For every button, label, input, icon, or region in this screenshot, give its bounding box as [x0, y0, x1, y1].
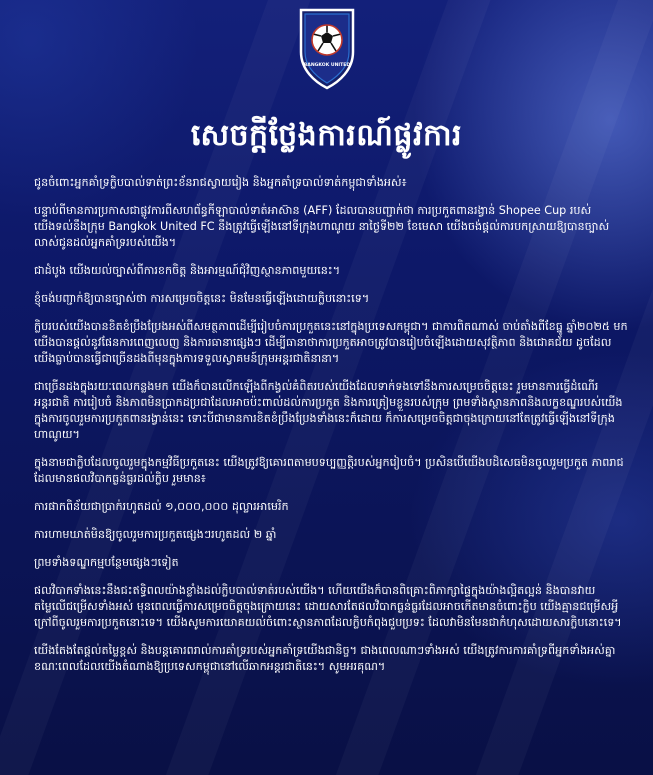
statement-paragraph: ជូនចំពោះអ្នកគាំទ្រក្លិបបាល់ទាត់ព្រះខ័នរាជស្វាយរៀង និងអ្នកគាំទ្របាល់ទាត់កម្ពុជាទាំងអស់៖ [34, 176, 407, 189]
statement-paragraph: បន្ទាប់ពីមានការប្រកាសជាផ្លូវការពីសហព័ន្ធកីឡាបាល់ទាត់អាស៊ាន (AFF) ដែលបានបញ្ជាក់ថា ការប្រកួតពានរង្វាន់ Shopee Cup របស់យើងទល់នឹងក្រុម Bangkok United FC នឹងត្រូវធ្វើឡើងនៅទីក្រុងហាណូយ នាថ្ងៃទី២២ ខែមេសា យើងចង់ផ្តល់ការបកស្រាយឱ្យបានច្បាស់លាស់ជូនដល់អ្នកគាំទ្ររបស់យើង។ [34, 204, 610, 249]
statement-paragraph: ជាដំបូង យើងយល់ច្បាស់ពីការខកចិត្ត និងអារម្មណ៍ជុំវិញស្ថានភាពមួយនេះ។ [34, 264, 341, 277]
statement-paragraph: ក្លិបរបស់យើងបានខិតខំប្រឹងប្រែងអស់ពីសមត្ថភាពដើម្បីរៀបចំការប្រកួតនេះនៅក្នុងប្រទេសកម្ពុជា។ ជាការពិតណាស់ ចាប់តាំងពីខែធ្នូ ឆ្នាំ២០២៥ មក យើងបានផ្តល់នូវផែនការពេញលេញ និងការធានាផ្សេងៗ ដើម្បីធានាថាការប្រកួតអាចត្រូវបានរៀបចំឡើងដោយសុវត្ថិភាព និងជោគជ័យ ដូចដែលយើងធ្លាប់បានធ្វើជាច្រើនដងពីមុនក្នុងការទទួលស្វាគមន៍ក្រុមអន្តរជាតិនានា។ [34, 320, 628, 365]
statement-paragraph: ផលវិបាកទាំងនេះនឹងជះឥទ្ធិពលយ៉ាងខ្លាំងដល់ក្លិបបាល់ទាត់របស់យើង។ ហើយយើងក៏បានពិគ្រោះពិភាក្សាផ្ទៃក្នុងយ៉ាងល្អិតល្អន់ និងបានវាយតម្លៃលើជម្រើសទាំងអស់ មុនពេលធ្វើការសម្រេចចិត្តចុងក្រោយនេះ ដោយសារតែផលវិបាកធ្ងន់ធ្ងរដែលអាចកើតមានចំពោះក្លិប យើងគ្មានជម្រើសអ្វីក្រៅពីចូលរួមការប្រកួតនោះទេ។ យើងសូមការយោគយល់ចំពោះស្ថានភាពដែលក្លិបកំពុងជួបប្រទះ ដែលវាមិនមែនជាកំហុសដោយសារក្លិបនោះទេ។ [34, 584, 622, 629]
statement-paragraph: ជាច្រើនដងក្នុងរយៈពេលកន្លងមក យើងក៏បានលើកឡើងពីកង្វល់គំពិតរបស់យើងដែលទាក់ទងទៅនឹងការសម្រេចចិត្តនេះ រួមមានការធ្វើដំណើរអន្តរជាតិ ការរៀបចំ និងភាពមិនប្រាកដប្រជាដែលអាចប៉ះពាល់ដល់ការប្រកួត និងការត្រៀមខ្លួនរបស់ក្រុម ព្រមទាំងស្ថានភាពនិងលក្ខខណ្ឌរបស់យើងក្នុងការចូលរួមការប្រកួតពានរង្វាន់នេះ ទោះបីជាមានការខិតខំប្រឹងប្រែងទាំងនេះក៏ដោយ ក៏ការសម្រេចចិត្តជាចុងក្រោយនៅតែត្រូវធ្វើឡើងនៅទីក្រុងហាណូយ។ [34, 380, 623, 441]
penalty-item: ការផាកពិន័យជាប្រាក់រហូតដល់ ១,០០០,០០០ ដុល្លារអាមេរិក [34, 500, 289, 513]
statement-paragraph: ក្នុងនាមជាក្លិបដែលចូលរួមក្នុងកម្មវិធីប្រកួតនេះ យើងត្រូវឱ្យគោរពតាមបទប្បញ្ញត្តិរបស់អ្នករៀបចំ។ ប្រសិនបើយើងបដិសេធមិនចូលរួមប្រកួត ភាពរាជដែលមានផលវិបាកធ្ងន់ធ្ងរដល់ក្លិប រួមមាន៖ [34, 456, 624, 485]
penalty-item: ការហាមឃាត់មិនឱ្យចូលរួមការប្រកួតផ្សេងៗរហូតដល់ ២ ឆ្នាំ [34, 528, 277, 541]
logo-text: BANGKOK UNITED [303, 63, 351, 68]
club-logo [295, 6, 359, 90]
penalty-item: ព្រមទាំងទណ្ឌកម្មបន្ថែមផ្សេងៗទៀត [34, 556, 179, 569]
statement-paragraph: ខ្ញុំចង់បញ្ជាក់ឱ្យបានច្បាស់ថា ការសម្រេចចិត្តនេះ មិនមែនធ្វើឡើងដោយក្លិបនោះទេ។ [34, 292, 370, 305]
page-title: សេចក្តីថ្លែងការណ៍ផ្លូវការ [190, 118, 463, 153]
closing-paragraph: យើងតែងតែផ្តល់តម្លៃខ្ពស់ និងបន្តគោរពរាល់ការគាំទ្ររបស់អ្នកគាំទ្រយើងជានិច្ច។ ជាងពេលណាៗទាំងអស់ យើងត្រូវការការគាំទ្រពីអ្នកទាំងអស់គ្នា ខណៈពេលដែលយើងតំណាងឱ្យប្រទេសកម្ពុជានៅលើឆាកអន្តរជាតិនេះ។ សូមអរគុណ។ [34, 644, 616, 673]
statement-body [34, 175, 630, 687]
club-crest-icon [295, 6, 359, 90]
